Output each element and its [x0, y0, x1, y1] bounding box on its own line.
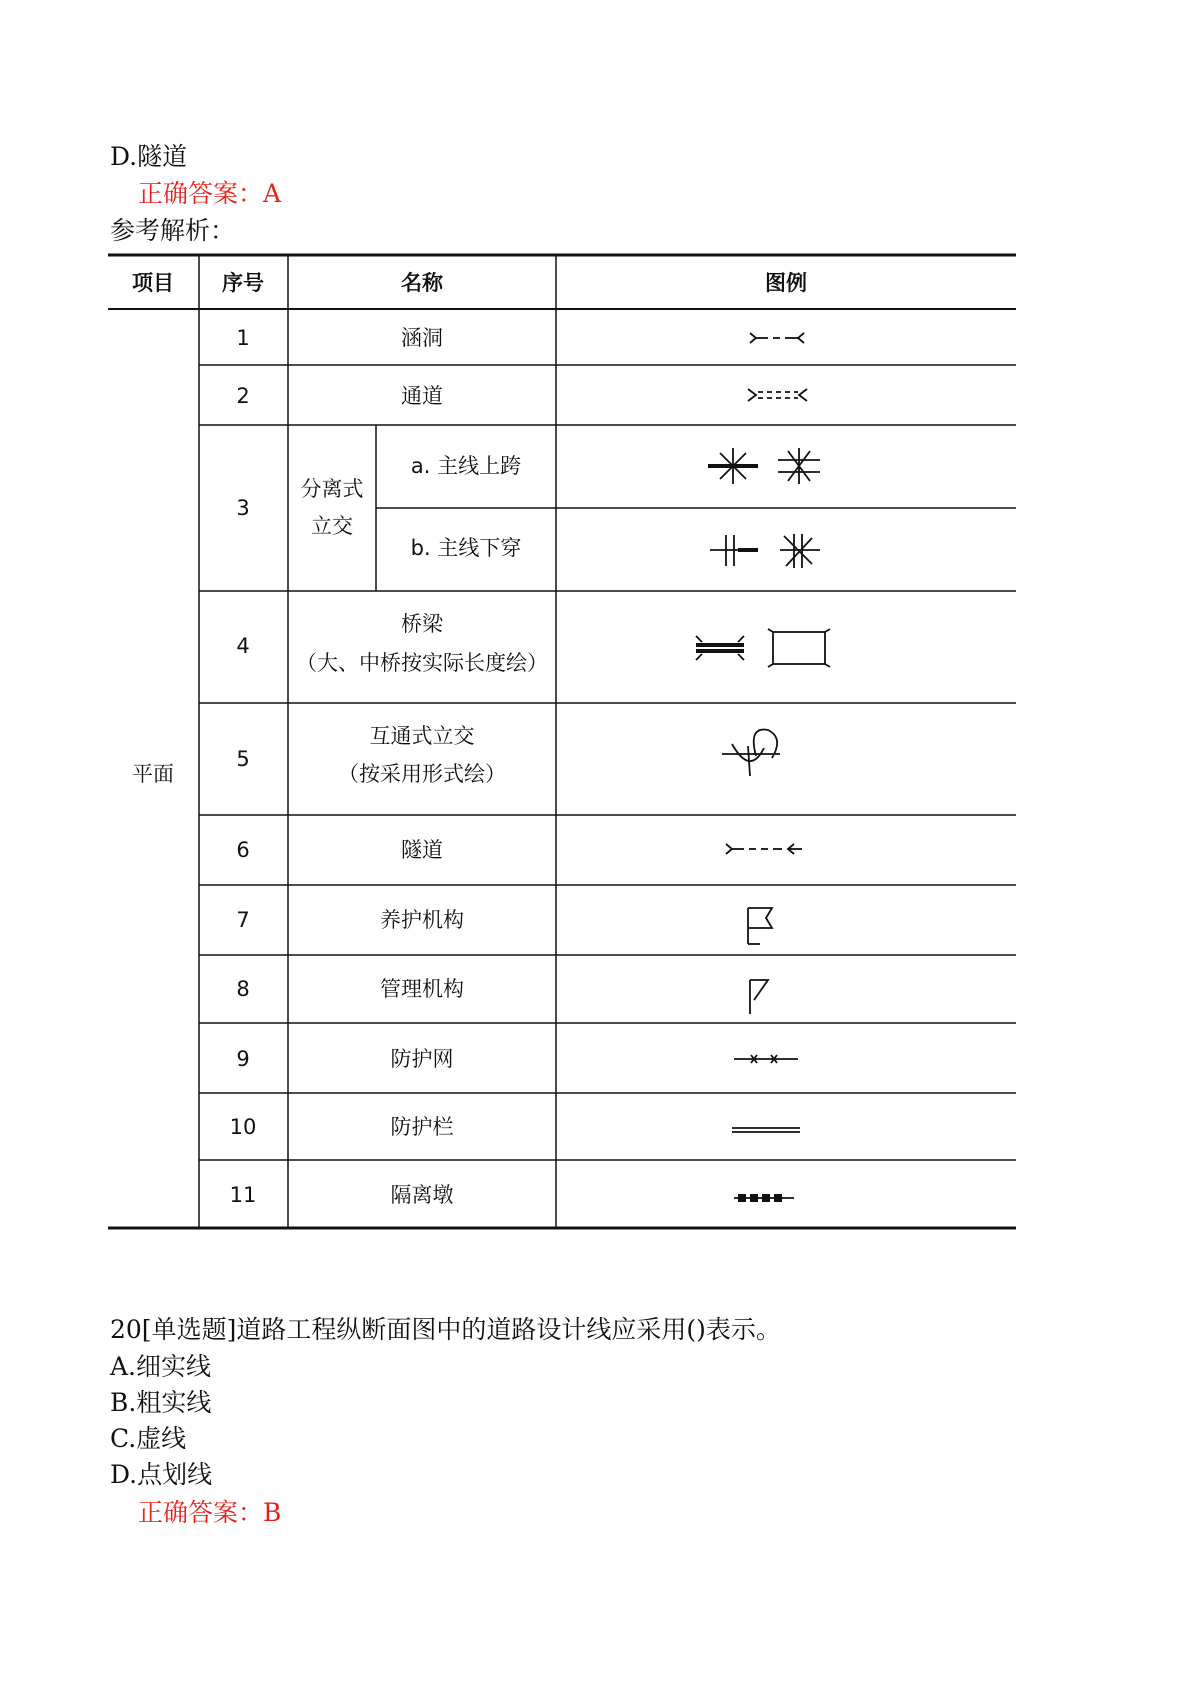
row-name: 养护机构	[380, 908, 464, 932]
correct-answer: 正确答案：B	[138, 1498, 282, 1527]
correct-answer: 正确答案：A	[138, 179, 282, 208]
row-no: 3	[236, 496, 250, 520]
median-barrier-symbol	[734, 1194, 794, 1202]
row-name-line1: 互通式立交	[369, 724, 475, 748]
culvert-symbol	[750, 333, 804, 343]
tunnel-symbol	[726, 844, 802, 854]
row-no: 1	[236, 326, 250, 350]
option-a: A.细实线	[110, 1352, 212, 1381]
maintenance-flag-symbol	[748, 908, 772, 944]
category-plane: 平面	[132, 762, 174, 786]
row-name: 隧道	[401, 838, 443, 862]
passage-symbol	[748, 389, 807, 401]
row-no: 8	[236, 977, 250, 1001]
option-d: D.点划线	[110, 1460, 213, 1489]
guardrail-symbol	[732, 1128, 800, 1132]
row-sub-b: b. 主线下穿	[410, 536, 522, 560]
header-no: 序号	[222, 271, 264, 295]
overpass-symbol	[708, 448, 820, 484]
bridge-symbol	[696, 629, 830, 667]
option-b: B.粗实线	[110, 1388, 212, 1417]
underpass-symbol	[710, 534, 820, 568]
fence-symbol	[734, 1055, 798, 1063]
row-name: 管理机构	[380, 977, 464, 1001]
row-no: 6	[236, 838, 250, 862]
row-name: 涵洞	[401, 326, 443, 350]
header-legend: 图例	[765, 271, 807, 295]
row-name: 通道	[401, 384, 443, 408]
question-stem: 20[单选题]道路工程纵断面图中的道路设计线应采用()表示。	[110, 1315, 781, 1344]
row-group-line2: 立交	[311, 514, 353, 538]
row-name: 隔离墩	[390, 1183, 454, 1207]
row-name: 防护栏	[390, 1115, 454, 1139]
row-name-line2: （大、中桥按实际长度绘）	[296, 651, 548, 675]
row-no: 7	[236, 908, 250, 932]
interchange-symbol	[722, 730, 780, 776]
row-name-line1: 桥梁	[401, 612, 443, 636]
header-item: 项目	[132, 271, 174, 295]
option-d: D.隧道	[110, 142, 188, 171]
row-no: 4	[236, 634, 250, 658]
row-no: 2	[236, 384, 250, 408]
row-no: 9	[236, 1047, 250, 1071]
row-no: 10	[229, 1115, 257, 1139]
option-c: C.虚线	[110, 1424, 187, 1453]
analysis-label: 参考解析：	[110, 216, 236, 245]
management-flag-symbol	[750, 980, 768, 1014]
row-name: 防护网	[390, 1047, 454, 1071]
row-no: 5	[236, 747, 250, 771]
header-name: 名称	[401, 271, 443, 295]
road-legend-table	[108, 248, 1018, 1238]
row-no: 11	[229, 1183, 257, 1207]
row-sub-a: a. 主线上跨	[410, 454, 522, 478]
row-name-line2: （按采用形式绘）	[338, 762, 506, 786]
row-group-line1: 分离式	[300, 477, 364, 501]
